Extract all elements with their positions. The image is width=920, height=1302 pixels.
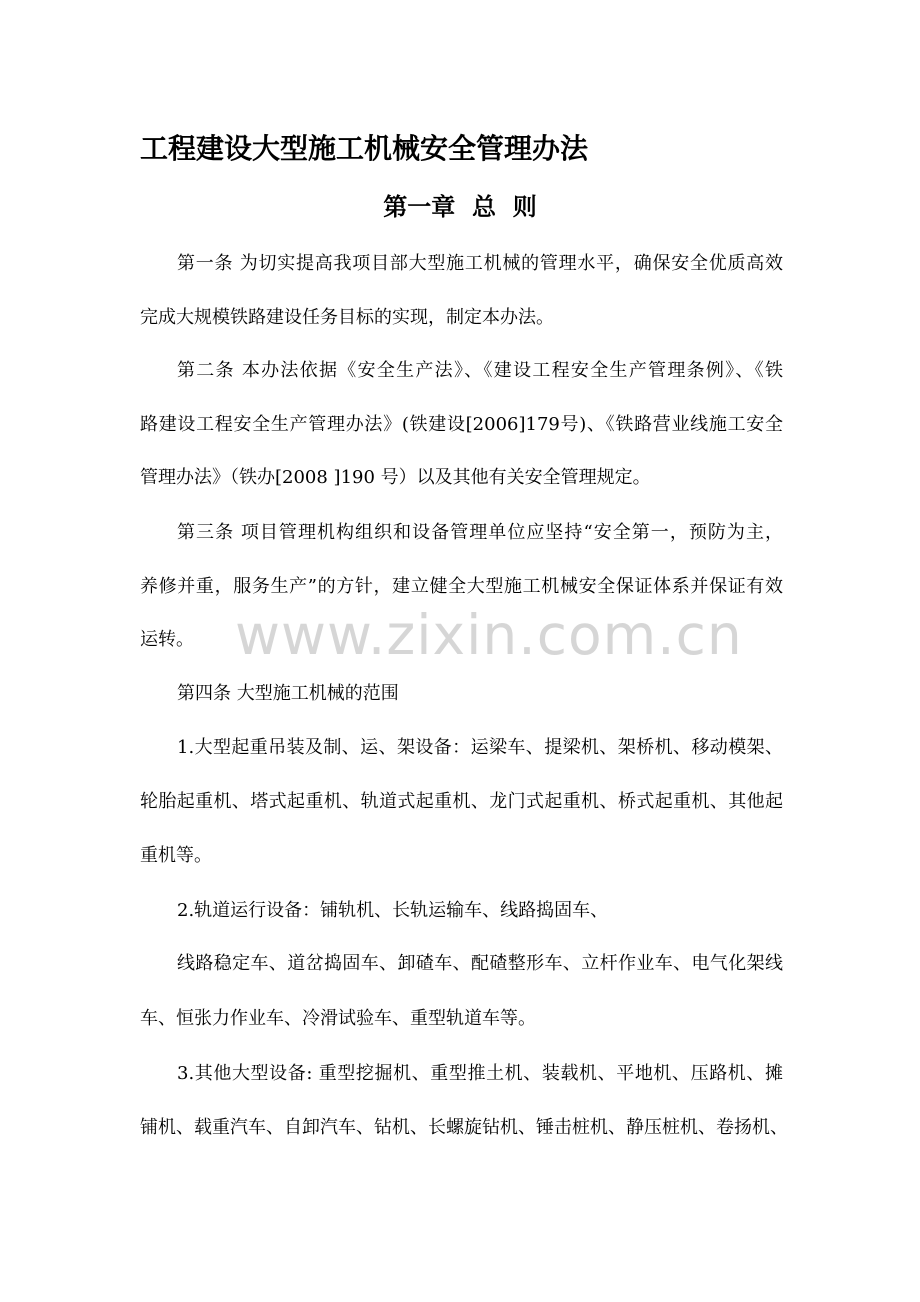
article-1-line-1: 第一条 为切实提高我项目部大型施工机械的管理水平，确保安全优质高效 <box>177 253 783 274</box>
article-2-line-1: 第二条 本办法依据《安全生产法》、《建设工程安全生产管理条例》、《铁 <box>177 360 783 381</box>
item-1-line-1: 1.大型起重吊装及制、运、架设备：运梁车、提梁机、架桥机、移动模架、 <box>177 737 783 758</box>
chapter-heading: 第一章 总 则 <box>383 192 537 221</box>
item-2-line-3: 车、恒张力作业车、冷滑试验车、重型轨道车等。 <box>140 1008 536 1029</box>
article-2-line-3: 管理办法》（铁办[2008 ]190 号）以及其他有关安全管理规定。 <box>140 467 651 488</box>
item-2-line-2: 线路稳定车、道岔捣固车、卸碴车、配碴整形车、立杆作业车、电气化架线 <box>177 953 783 974</box>
article-1-line-2: 完成大规模铁路建设任务目标的实现，制定本办法。 <box>140 307 554 328</box>
document-title: 工程建设大型施工机械安全管理办法 <box>140 132 589 165</box>
item-1-line-3: 重机等。 <box>140 845 212 866</box>
item-1-line-2: 轮胎起重机、塔式起重机、轨道式起重机、龙门式起重机、桥式起重机、其他起 <box>140 791 783 812</box>
article-3-line-2: 养修并重，服务生产”的方针，建立健全大型施工机械安全保证体系并保证有效 <box>140 576 783 597</box>
item-2-line-1: 2.轨道运行设备：铺轨机、长轨运输车、线路捣固车、 <box>177 900 609 921</box>
article-3-line-1: 第三条 项目管理机构组织和设备管理单位应坚持“安全第一，预防为主， <box>177 522 783 543</box>
item-3-line-2: 铺机、载重汽车、自卸汽车、钻机、长螺旋钻机、锤击桩机、静压桩机、卷扬机、 <box>140 1117 788 1138</box>
item-3-line-1: 3.其他大型设备: 重型挖掘机、重型推土机、装载机、平地机、压路机、摊 <box>177 1063 783 1084</box>
article-4-line-1: 第四条 大型施工机械的范围 <box>177 683 399 704</box>
watermark-text: www.zixin.com.cn <box>235 603 743 667</box>
article-3-line-3: 运转。 <box>140 629 194 650</box>
article-2-line-2: 路建设工程安全生产管理办法》(铁建设[2006]179号)、《铁路营业线施工安全 <box>140 414 783 435</box>
